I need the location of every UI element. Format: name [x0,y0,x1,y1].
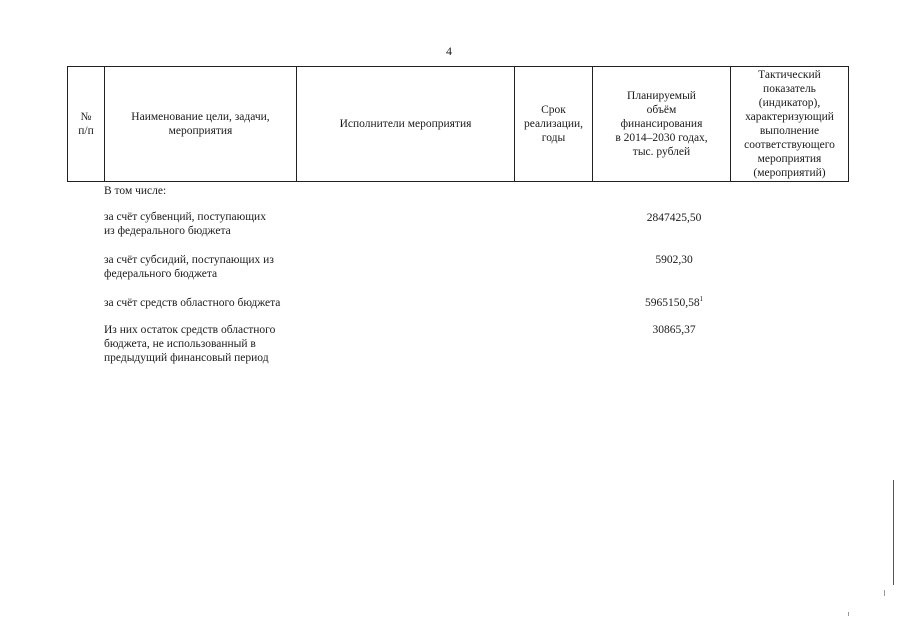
subventions-label: за счёт субвенций, поступающих из федерального бюджета [104,211,266,237]
subsidies-amount: 5902,30 [655,254,693,266]
scan-edge-mark [893,480,894,585]
scan-speck [848,612,849,616]
header-cell-name: Наименование цели, задачи, мероприятия [105,67,297,181]
header-cell-executors: Исполнители мероприятия [297,67,515,181]
table-header [67,66,849,182]
remainder-label: Из них остаток средств областного бюджета, не использованный в предыдущий финансовый период [104,324,276,364]
scan-speck [884,590,885,596]
header-cell-financing: Планируемый объём финансирования в 2014–2030 годах, тыс. рублей [593,67,731,181]
subventions-amount: 2847425,50 [646,212,702,224]
including-label: В том числе: [104,185,167,197]
regional-label: за счёт средств областного бюджета [104,297,281,309]
subsidies-label: за счёт субсидий, поступающих из федерального бюджета [104,254,274,280]
header-cell-period: Срок реализации, годы [515,67,593,181]
remainder-amount: 30865,37 [652,324,696,336]
header-cell-number: № п/п [68,67,105,181]
page-number: 4 [446,44,452,58]
regional-amount [614,296,734,310]
header-cell-indicator: Тактический показатель (индикатор), характеризующий выполнение соответствующего мероприятия (мероприятий) [744,69,835,179]
regional-amount-value: 5965150,58 [644,297,700,309]
footnote-marker: 1 [699,295,704,303]
